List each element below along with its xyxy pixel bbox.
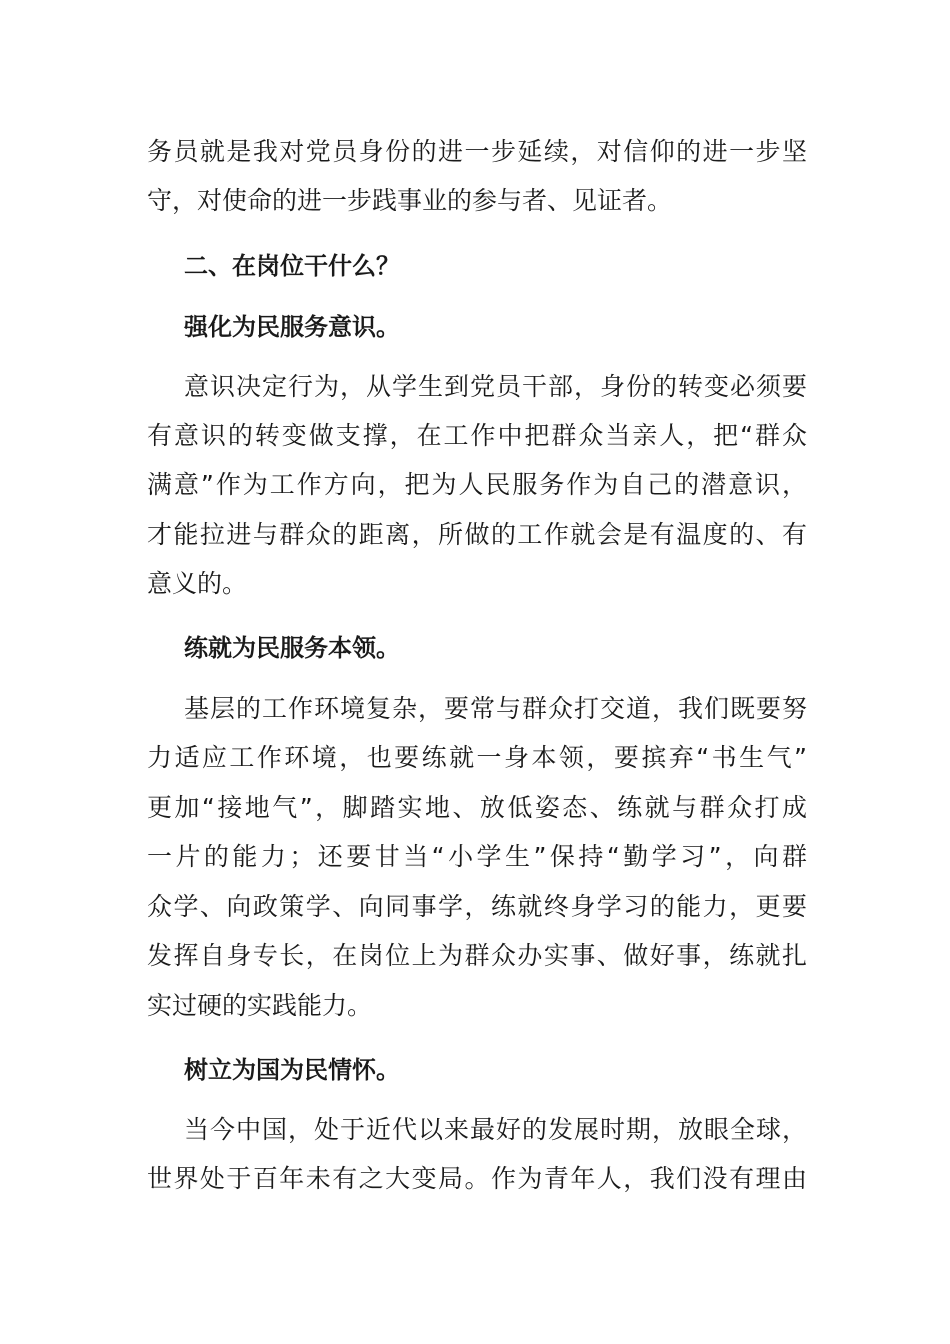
paragraph-line: 满意”作为工作方向，把为人民服务作为自己的潜意识， bbox=[147, 470, 807, 499]
paragraph-line: 才能拉进与群众的距离，所做的工作就会是有温度的、有 bbox=[147, 520, 807, 549]
paragraph-line: 一片的能力；还要甘当“小学生”保持“勤学习”，向群 bbox=[147, 842, 807, 871]
subsection-heading: 练就为民服务本领。 bbox=[184, 634, 400, 662]
paragraph-line: 当今中国，处于近代以来最好的发展时期，放眼全球， bbox=[184, 1115, 807, 1144]
paragraph-line: 意识决定行为，从学生到党员干部，身份的转变必须要 bbox=[184, 372, 807, 401]
paragraph-line: 众学、向政策学、向同事学，练就终身学习的能力，更要 bbox=[147, 892, 807, 921]
paragraph-line: 实过硬的实践能力。 bbox=[147, 991, 373, 1020]
paragraph-line: 务员就是我对党员身份的进一步延续，对信仰的进一步坚 bbox=[147, 137, 807, 166]
paragraph-line: 守，对使命的进一步践事业的参与者、见证者。 bbox=[147, 186, 673, 215]
paragraph-line: 基层的工作环境复杂，要常与群众打交道，我们既要努 bbox=[184, 694, 807, 723]
paragraph-line: 更加“接地气”，脚踏实地、放低姿态、练就与群众打成 bbox=[147, 793, 807, 822]
paragraph-line: 意义的。 bbox=[147, 569, 248, 598]
paragraph-line: 发挥自身专长，在岗位上为群众办实事、做好事，练就扎 bbox=[147, 941, 807, 970]
paragraph-line: 力适应工作环境，也要练就一身本领，要摈弃“书生气” bbox=[147, 743, 807, 772]
paragraph-line: 世界处于百年未有之大变局。作为青年人，我们没有理由 bbox=[147, 1164, 807, 1193]
paragraph-line: 有意识的转变做支撑，在工作中把群众当亲人，把“群众 bbox=[147, 421, 807, 450]
section-heading: 二、在岗位干什么？ bbox=[184, 252, 400, 280]
subsection-heading: 强化为民服务意识。 bbox=[184, 313, 400, 341]
subsection-heading: 树立为国为民情怀。 bbox=[184, 1056, 400, 1084]
